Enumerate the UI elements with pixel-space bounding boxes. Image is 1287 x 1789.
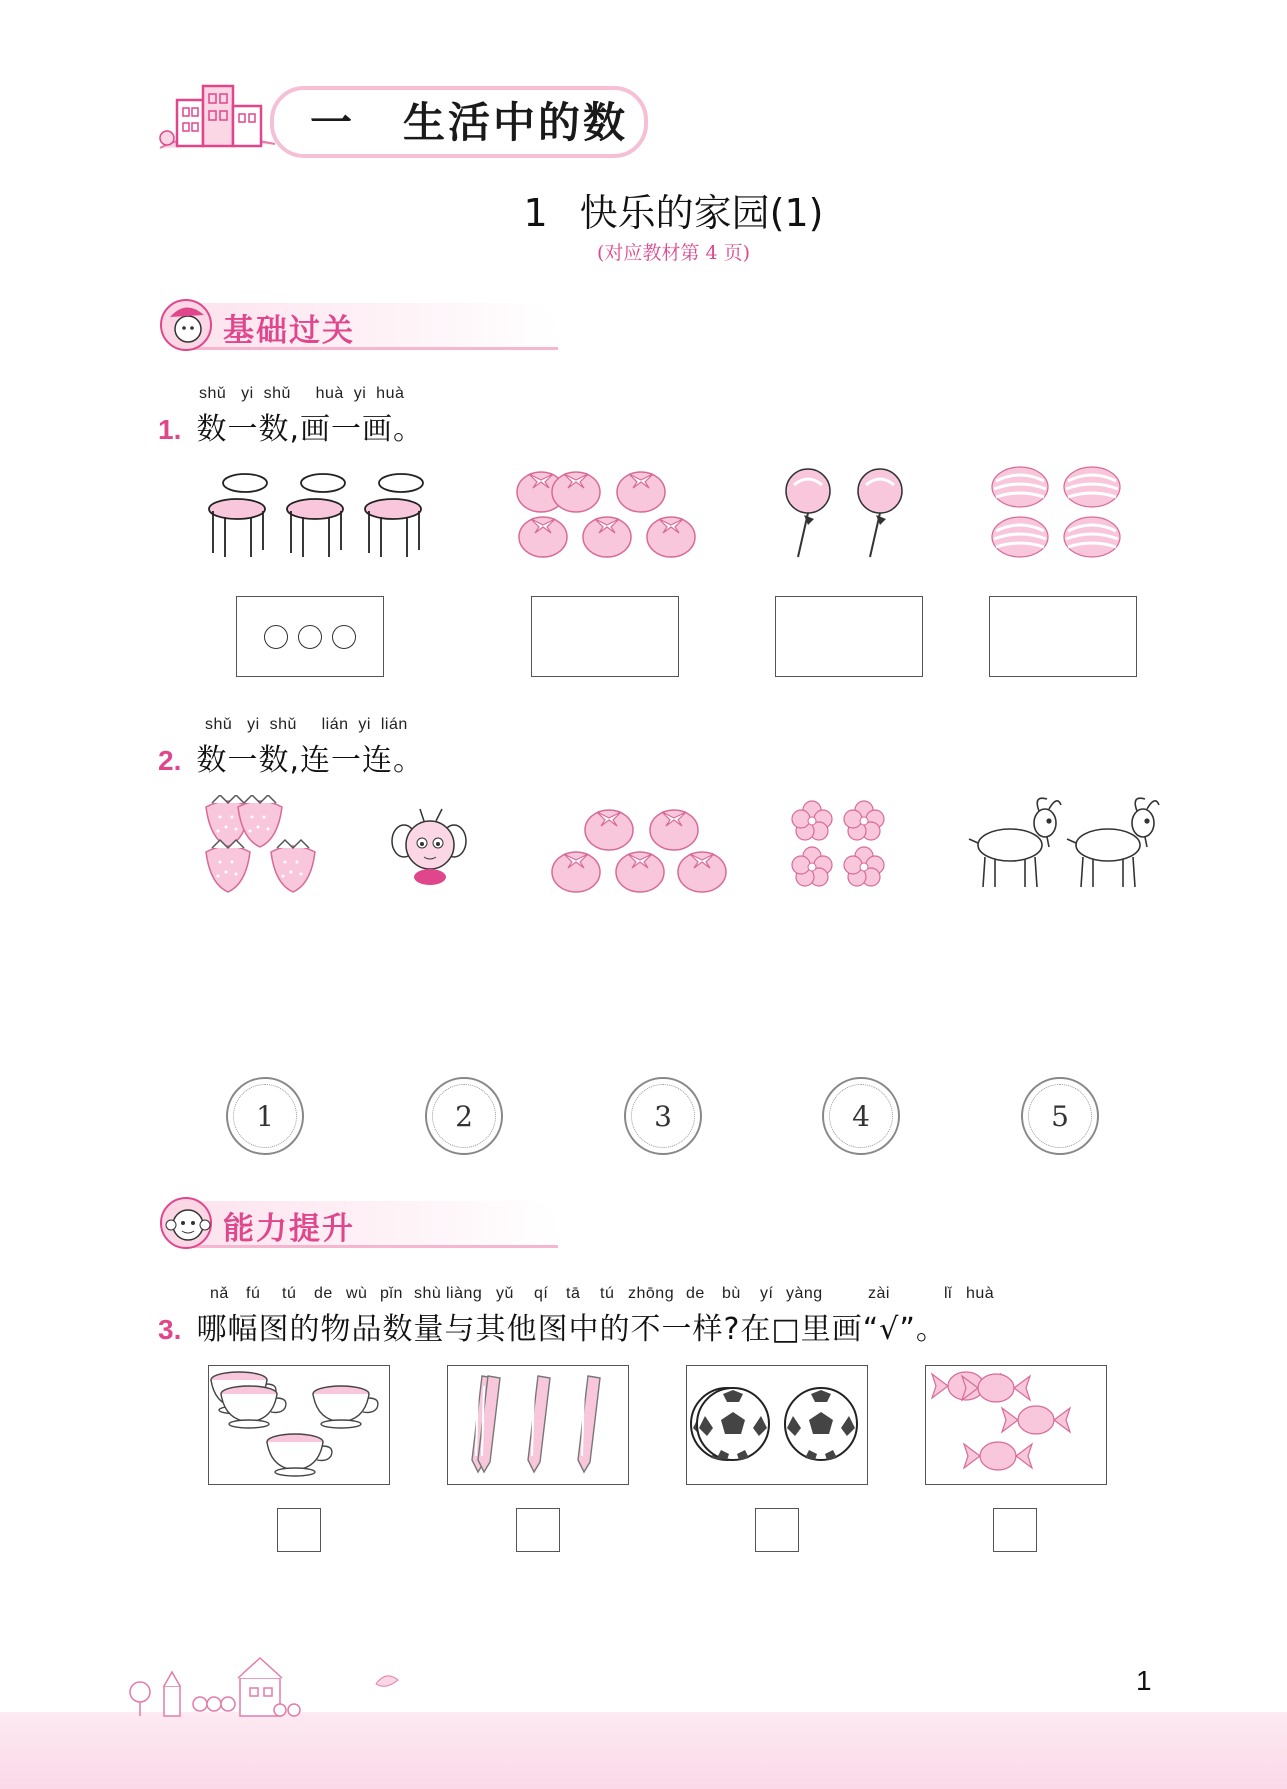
page-number: 1 [1136,1665,1152,1696]
q3-picture-candies [925,1365,1107,1485]
q2-number-circle-5[interactable]: 5 [1021,1077,1099,1155]
tomatoes-picture [515,462,705,562]
flowers-picture [790,800,900,895]
sample-circle-icon [298,625,322,649]
q3-picture-pencils [447,1365,629,1485]
q3-prompt [158,1304,947,1348]
section-basic [158,295,578,355]
q3-number: 3. [158,1314,182,1345]
sample-circle-icon [332,625,356,649]
soccer-balls-icon [687,1366,867,1484]
watermelons-picture [990,465,1130,565]
q3-checkbox-pencils[interactable] [516,1508,560,1552]
q3-checkbox-balls[interactable] [755,1508,799,1552]
strawberries-picture [198,795,323,895]
q1-answer-box-lollipops[interactable] [775,596,923,677]
q1-answer-box-watermelons[interactable] [989,596,1137,677]
monkey-mascot-icon [158,1195,214,1251]
cups-icon [209,1366,389,1484]
q1-number: 1. [158,414,182,445]
q2-prompt [158,735,424,779]
chairs-picture [205,465,435,560]
lollipops-picture [780,465,920,565]
chapter-name: 生活中的数 [403,98,629,147]
lesson-number: 1 [523,191,548,235]
q3-picture-balls [686,1365,868,1485]
q1-prompt [158,404,424,448]
footer-band [0,1712,1287,1789]
pencils-icon [448,1366,628,1484]
q2-number-circle-2[interactable]: 2 [425,1077,503,1155]
section-advanced [158,1193,578,1253]
town-decoration-icon [120,1648,400,1718]
q2-number: 2. [158,745,182,776]
q2-number-circle-1[interactable]: 1 [226,1077,304,1155]
q1-text: 数一数,画一画。 [196,412,424,447]
q3-checkbox-cups[interactable] [277,1508,321,1552]
section-label: 能力提升 [223,1211,355,1247]
q2-text: 数一数,连一连。 [196,743,424,778]
q1-answer-box-tomatoes[interactable] [531,596,679,677]
building-illustration-icon [155,78,285,160]
lesson-title [0,182,1287,237]
chapter-number: 一 [310,98,356,147]
lesson-reference: (对应教材第 4 页) [597,242,750,264]
q3-pinyin: nǎ fú tú de wù pǐn shù liàng yǔ qí tā tú zhōng de bù yí yàng zài lǐ huà [210,1285,995,1302]
leaf-decoration-icon [372,1670,402,1690]
lesson-name: 快乐的家园(1) [579,191,824,235]
bee-picture [390,805,470,890]
q3-text: 哪幅图的物品数量与其他图中的不一样?在□里画“√”。 [196,1312,947,1347]
q2-number-circle-3[interactable]: 3 [624,1077,702,1155]
q3-checkbox-candies[interactable] [993,1508,1037,1552]
q3-picture-cups [208,1365,390,1485]
q1-pinyin: shǔ yi shǔ huà yi huà [199,385,405,402]
q2-pinyin: shǔ yi shǔ lián yi lián [205,716,408,733]
sample-circle-icon [264,625,288,649]
goats-picture [965,795,1165,895]
section-label: 基础过关 [223,313,355,349]
girl-mascot-icon [158,297,214,353]
tomatoes-picture-2 [548,800,728,895]
chapter-banner [155,78,645,160]
candies-icon [926,1366,1106,1484]
q2-number-circle-4[interactable]: 4 [822,1077,900,1155]
chapter-title [310,90,628,150]
q1-answer-box-chairs[interactable] [236,596,384,677]
